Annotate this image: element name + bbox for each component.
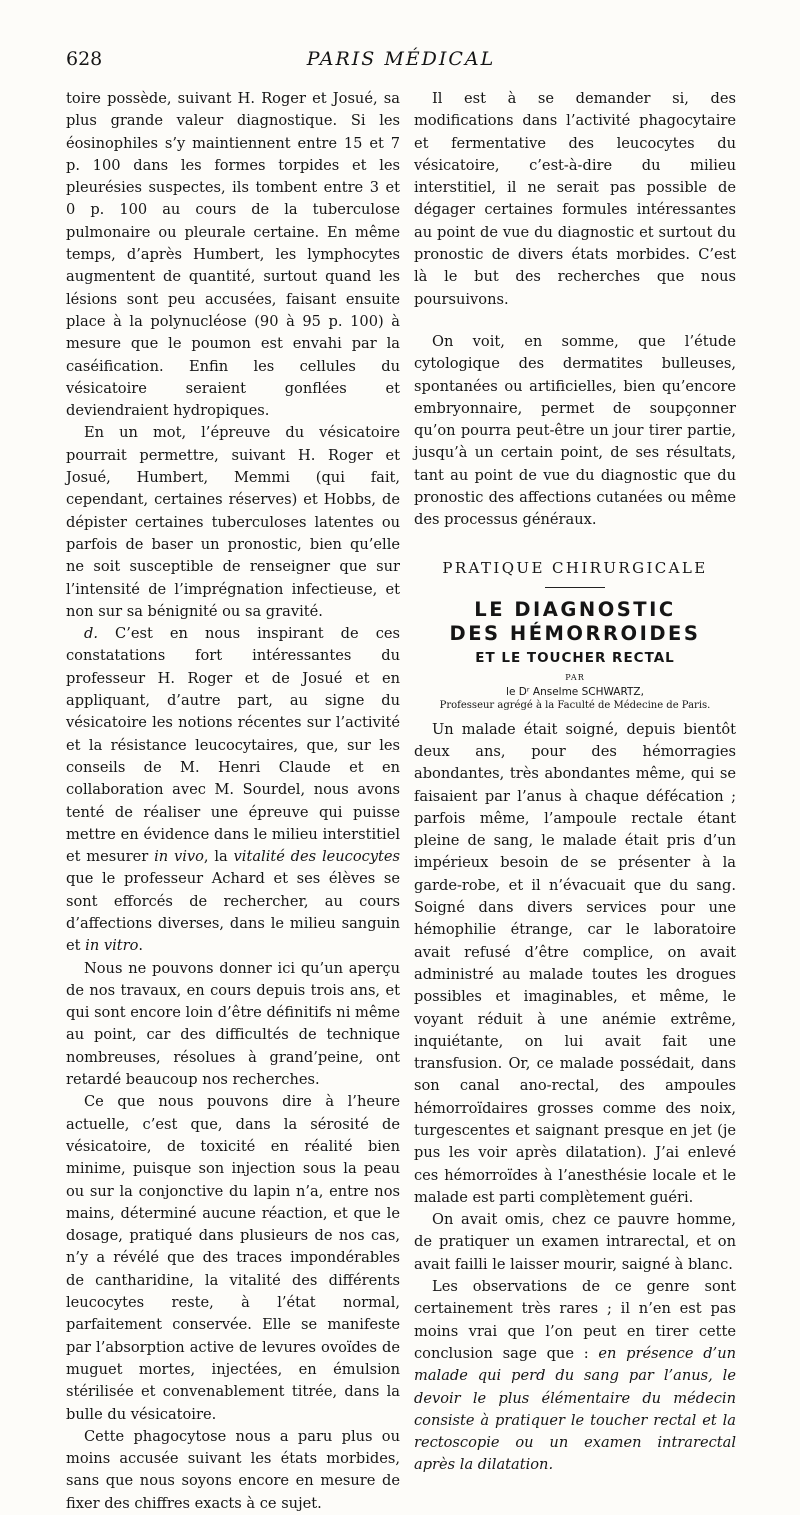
article-title-line-2: DES HÉMORROIDES [449, 621, 701, 645]
text-run: que le professeur Achard et ses élèves se sont efforcés de rechercher, au cours d’affections diverses, dans le milieu sanguin et [66, 870, 400, 955]
article-subtitle: ET LE TOUCHER RECTAL [475, 649, 675, 666]
paragraph-conclusion [414, 1276, 736, 1477]
author-affiliation: Professeur agrégé à la Faculté de Médecine de Paris. [439, 699, 711, 711]
text-run: C’est en nous inspirant de ces constatations fort intéressantes du professeur H. Roger et de Josué et en appliquant, d’autre part, au signe du vésicatoire les notions récentes sur l’activité et la résistance leucocytaires, que, sur les conseils de M. Henri Claude et en collaboration avec M. Sourdel, nous avons tenté de réaliser une épreuve qui puisse mettre en évidence dans le milieu interstitiel et mesurer [66, 625, 400, 866]
paragraph: On avait omis, chez ce pauvre homme, de pratiquer un examen intrarectal, et on avait failli le laisser mourir, saigné à blanc. [414, 1211, 736, 1273]
paragraph: Il est à se demander si, des modifications dans l’activité phagocytaire et fermentative des leucocytes du vésicatoire, c’est-à-dire du milieu interstitiel, il ne serait pas possible de dégager certaines formules intéressantes au point de vue du diagnostic et surtout du pronostic de divers états morbides. C’est là le but des recherches que nous poursuivons. [414, 90, 736, 308]
paragraph: toire possède, suivant H. Roger et Josué, sa plus grande valeur diagnostique. Si les éosinophiles s’y maintiennent entre 15 et 7 p. 100 dans les formes torpides et les pleurésies suspectes, ils tombent entre 3 et 0 p. 100 au cours de la tuberculose pulmonaire ou pleurale certaine. En même temps, d’après Humbert, les lymphocytes augmentent de quantité, surtout quand les lésions sont peu accusées, faisant ensuite place à la polynucléose (90 à 95 p. 100) à mesure que le poumon est envahi par la caséification. Enfin les cellules du vésicatoire seraient gonflées et deviendraient hydropiques. [66, 90, 400, 420]
byline-par: PAR [565, 672, 585, 682]
paragraph: Cette phagocytose nous a paru plus ou moins accusée suivant les états morbides, sans que nous soyons encore en mesure de fixer des chiffres exacts à ce sujet. [66, 1427, 400, 1512]
paragraph: On voit, en somme, que l’étude cytologique des dermatites bulleuses, spontanées ou artificielles, bien qu’encore embryonnaire, permet de soupçonner qu’on pourra peut-être un jour tirer partie, jusqu’à un certain point, de ses résultats, tant au point de vue du diagnostic que du pronostic des affections cutanées ou même des processus généraux. [414, 332, 736, 529]
page-number: 628 [66, 48, 103, 70]
italic-term: in vivo [154, 848, 204, 866]
divider [545, 587, 605, 588]
author-name: le Dʳ Anselme SCHWARTZ, [506, 685, 644, 698]
paragraph-d [66, 623, 400, 957]
text-run: Les observations de ce genre sont certainement très rares ; il n’en est pas moins vrai que l’on peut en tirer cette conclusion sage que : [414, 1278, 736, 1362]
text-run: , la [203, 848, 228, 866]
italic-term: vitalité des leucocytes [233, 848, 401, 866]
page-header [66, 46, 736, 76]
paragraph: Ce que nous pouvons dire à l’heure actuelle, c’est que, dans la sérosité de vésicatoire, de toxicité en réalité bien minime, puisque son injection sous la peau ou sur la conjonctive du lapin n’a, entre nos mains, déterminé aucune réaction, et que le dosage, pratiqué dans plusieurs de nos cas, n’y a révélé que des traces impondérables de cantharidine, la vitalité des différents leucocytes reste, à l’état normal, parfaitement conservée. Elle se manifeste par l’absorption active de levures ovoïdes de muguet mortes, injectées, en émulsion stérilisée et convenablement titrée, dans la bulle du vésicatoire. [66, 1093, 400, 1423]
italic-conclusion: en présence d’un malade qui perd du sang par l’anus, le devoir le plus élémentaire du médecin consiste à pratiquer le toucher rectal et la rectoscopie ou un examen intrarectal après la dilatation. [414, 1344, 736, 1474]
article-title-line-1: LE DIAGNOSTIC [474, 597, 676, 621]
paragraph-label: d. [84, 625, 98, 643]
paragraph: En un mot, l’épreuve du vésicatoire pourrait permettre, suivant H. Roger et Josué, Humbert, Memmi (qui fait, cependant, certaines réserves) et Hobbs, de dépister certaines tuberculoses latentes ou parfois de baser un pronostic, bien qu’elle ne soit susceptible de renseigner que sur l’intensité de l’imprégnation infectieuse, et non sur sa bénignité ou sa gravité. [66, 424, 400, 620]
paragraph: Un malade était soigné, depuis bientôt deux ans, pour des hémorragies abondantes, très abondantes même, qui se faisaient par l’anus à chaque défécation ; parfois même, l’ampoule rectale étant pleine de sang, le malade était pris d’un impérieux besoin de se présenter à la garde-robe, et il n’évacuait que du sang. Soigné dans divers services pour une hémophilie étrange, car le laboratoire avait refusé d’être complice, on avait administré au malade toutes les drogues possibles et imaginables, et même, le voyant réduit à une anémie extrême, inquiétante, on lui avait fait une transfusion. Or, ce malade possédait, dans son canal ano-rectal, des ampoules hémorroïdaires grosses comme des noix, turgescentes et saignant presque en jet (je pus les voir après dilatation). J’ai enlevé ces hémorroïdes à l’anesthésie locale et le malade est parti complètement guéri. [414, 720, 736, 1206]
paragraph: Nous ne pouvons donner ici qu’un aperçu de nos travaux, en cours depuis trois ans, et qui sont encore loin d’être définitifs ni même au point, car des difficultés de technique nombreuses, résolues à grand’peine, ont retardé beaucoup nos recherches. [66, 959, 400, 1089]
journal-title: PARIS MÉDICAL [306, 48, 496, 70]
italic-term: in vitro [85, 937, 139, 955]
left-column [66, 88, 400, 1515]
section-label: PRATIQUE CHIRURGICALE [442, 558, 708, 577]
text-run: . [138, 937, 144, 955]
right-column [414, 88, 736, 1477]
